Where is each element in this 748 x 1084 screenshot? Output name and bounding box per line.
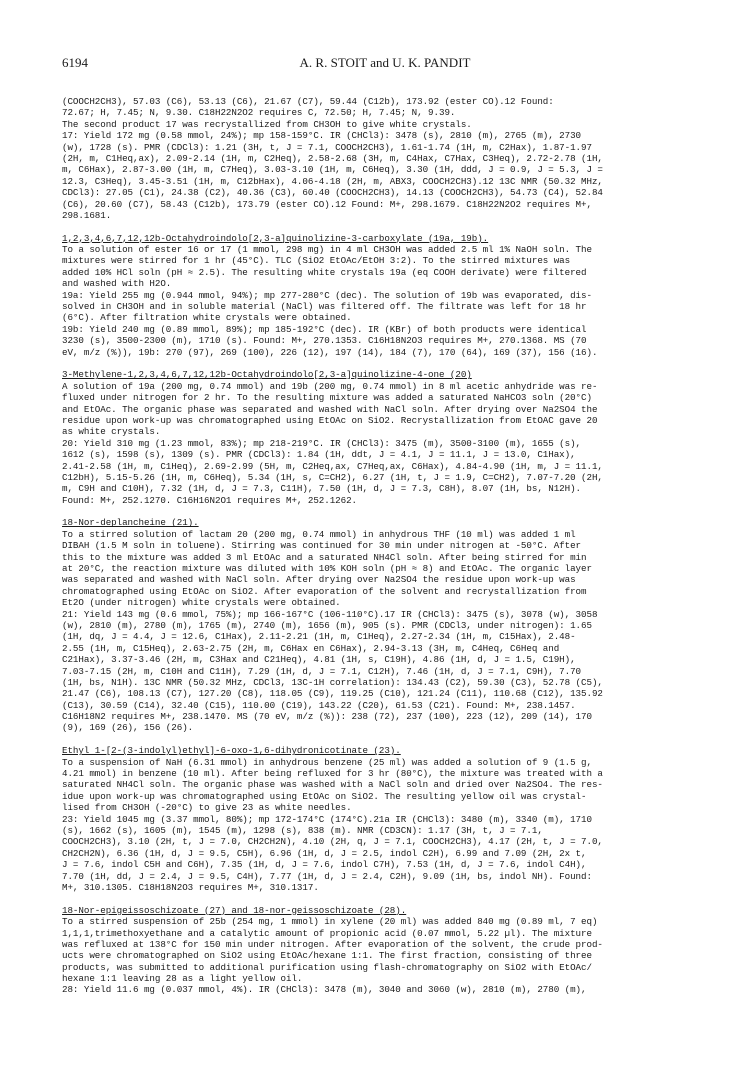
section-gap [62, 358, 712, 369]
text-line: (C6), 20.60 (C7), 58.43 (C12b), 173.79 (ester CO).12 Found: M+, 298.1679. C18H22N2O2 requires M+, [62, 198, 592, 210]
text-line: chromatographed using EtOAc on SiO2. After evaporation of the solvent and recrystallization from [62, 585, 587, 597]
text-line: 7.03-7.15 (2H, m, C10H and C11H), 7.29 (1H, d, J = 7.1, C12H), 7.46 (1H, d, J = 7.1, C9H), 7.70 [62, 665, 582, 677]
text-line: 298.1681. [62, 209, 112, 221]
text-line: this to the mixture was added 3 ml EtOAc and a saturated NH4Cl soln. After being stirred for min [62, 551, 587, 563]
section-heading: 3-Methylene-1,2,3,4,6,7,12,12b-Octahydroindolo[2,3-a]quinolizine-4-one (20) [62, 369, 472, 381]
section-gap [62, 893, 712, 904]
page-number: 6194 [62, 55, 88, 70]
running-head-authors: A. R. STOIT and U. K. PANDIT [299, 55, 471, 70]
section-heading: 18-Nor-epigeissoschizoate (27) and 18-nor-geissoschizoate (28). [62, 904, 407, 916]
text-line: (6°C). After filtration white crystals were obtained. [62, 312, 352, 324]
text-line: mixtures were stirred for 1 hr (45°C). TLC (SiO2 EtOAc/EtOH 3:2). To the stirred mixtures was [62, 255, 571, 267]
text-line: 2.55 (1H, m, C15Heq), 2.63-2.75 (2H, m, C6Hax en C6Hax), 2.94-3.13 (3H, m, C4Heq, C6Heq and [62, 642, 560, 654]
text-line: lised from CH3OH (-20°C) to give 23 as white needles. [62, 802, 352, 814]
text-line: COOCH2CH3), 3.10 (2H, t, J = 7.0, CH2CH2N), 4.10 (2H, q, J = 7.1, COOCH2CH3), 4.17 (2H, t, J = 7.0, [62, 836, 603, 848]
text-line: ucts were chromatographed on SiO2 using EtOAc/hexane 1:1. The first fraction, consisting of three [62, 950, 592, 962]
text-line: 17: Yield 172 mg (0.58 mmol, 24%); mp 158-159°C. IR (CHCl3): 3478 (s), 2810 (m), 2765 (m), 2730 [62, 130, 582, 142]
section-heading: Ethyl 1-[2-(3-indolyl)ethyl]-6-oxo-1,6-dihydronicotinate (23). [62, 745, 401, 757]
text-line: hexane 1:1 leaving 28 as a light yellow oil. [62, 973, 303, 985]
text-line: 1612 (s), 1598 (s), 1309 (s). PMR (CDCl3): 1.84 (1H, ddt, J = 4.1, J = 11.1, J = 13.0, C1Hax), [62, 449, 576, 461]
section-gap [62, 221, 712, 232]
text-line: 21.47 (C6), 108.13 (C7), 127.20 (C8), 118.05 (C9), 119.25 (C10), 121.24 (C11), 110.68 (C12), 135.92 [62, 688, 603, 700]
text-line: 72.67; H, 7.45; N, 9.30. C18H22N2O2 requires C, 72.50; H, 7.45; N, 9.39. [62, 107, 456, 119]
text-line: The second product 17 was recrystallized from CH3OH to give white crystals. [62, 118, 472, 130]
text-line: C12bH), 5.15-5.26 (1H, m, C6Heq), 5.34 (1H, s, C=CH2), 6.27 (1H, t, J = 1.9, C=CH2), 7.07-7.20 (2H, [62, 471, 603, 483]
text-line: (COOCH2CH3), 57.03 (C6), 53.13 (C6), 21.67 (C7), 59.44 (C12b), 173.92 (ester CO).12 Found: [62, 96, 554, 107]
text-line: (w), 2810 (m), 2780 (m), 1765 (m), 2740 (m), 1656 (m), 905 (s). PMR (CDCl3, under nitrogen): 1.65 [62, 619, 592, 631]
section-gap [62, 734, 712, 745]
running-header [62, 55, 708, 71]
text-line: (1H, bs, N1H). 13C NMR (50.32 MHz, CDCl3, 13C-1H correlation): 134.43 (C2), 59.30 (C3), 52.78 (C5), [62, 676, 603, 688]
text-line: products, was submitted to additional purification using flash-chromatography on SiO2 with EtOAc/ [62, 961, 592, 973]
text-line: C21Hax), 3.37-3.46 (2H, m, C3Hax and C21Heq), 4.81 (1H, s, C19H), 4.86 (1H, d, J = 1.5, C19H), [62, 654, 576, 666]
text-line: 2.41-2.58 (1H, m, C1Heq), 2.69-2.99 (5H, m, C2Heq,ax, C7Heq,ax, C6Hax), 4.84-4.90 (1H, m, J = 11.1, [62, 460, 603, 472]
text-line: 23: Yield 1045 mg (3.37 mmol, 80%); mp 172-174°C (174°C).21a IR (CHCl3): 3480 (m), 3340 (m), 1710 [62, 813, 592, 825]
text-line: A solution of 19a (200 mg, 0.74 mmol) and 19b (200 mg, 0.74 mmol) in 8 ml acetic anhydride was re- [62, 380, 598, 392]
text-line: and EtOAc. The organic phase was separated and washed with NaCl soln. After drying over Na2SO4 the [62, 403, 598, 415]
text-line: To a stirred solution of lactam 20 (200 mg, 0.74 mmol) in anhydrous THF (10 ml) was added 1 ml [62, 528, 576, 540]
text-line: eV, m/z (%)), 19b: 270 (97), 269 (100), 226 (12), 197 (14), 184 (7), 170 (64), 169 (37), 156 (16). [62, 346, 598, 358]
text-line: (9), 169 (26), 156 (26). [62, 722, 194, 734]
text-line: 19a: Yield 255 mg (0.944 mmol, 94%); mp 277-280°C (dec). The solution of 19b was evaporated, dis- [62, 289, 592, 301]
text-line: and washed with H2O. [62, 278, 172, 290]
text-line: as white crystals. [62, 426, 161, 438]
text-line: To a suspension of NaH (6.31 mmol) in anhydrous benzene (25 ml) was added a solution of 9 (1.5 g, [62, 756, 592, 768]
text-line: To a stirred suspension of 25b (254 mg, 1 mmol) in xylene (20 ml) was added 840 mg (0.89 ml, 7 eq) [62, 916, 598, 928]
text-line: CDCl3): 27.05 (C1), 24.38 (C2), 40.36 (C3), 60.40 (COOCH2CH3), 14.13 (COOCH2CH3), 54.73 (C4), 52.84 [62, 187, 603, 199]
text-line: (s), 1662 (s), 1605 (m), 1545 (m), 1298 (s), 838 (m). NMR (CD3CN): 1.17 (3H, t, J = 7.1, [62, 825, 543, 836]
text-line: CH2CH2N), 6.36 (1H, d, J = 9.5, C5H), 6.96 (1H, d, J = 2.5, indol C2H), 6.99 and 7.09 (2H, 2x t, [62, 847, 587, 859]
text-line: 4.21 mmol) in benzene (10 ml). After being refluxed for 3 hr (80°C), the mixture was treated with a [62, 768, 603, 780]
text-line: Found: M+, 252.1270. C16H16N2O1 requires M+, 252.1262. [62, 494, 358, 506]
text-line: 7.70 (1H, dd, J = 2.4, J = 9.5, C4H), 7.77 (1H, d, J = 2.4, C2H), 9.09 (1H, bs, indol NH). Found: [62, 870, 592, 882]
text-line: m, C9H and C10H), 7.32 (1H, d, J = 7.3, C11H), 7.50 (1H, d, J = 7.3, C8H), 8.07 (1H, bs, N12H). [62, 483, 582, 495]
text-line: 20: Yield 310 mg (1.23 mmol, 83%); mp 218-219°C. IR (CHCl3): 3475 (m), 3500-3100 (m), 1655 (s), [62, 437, 582, 449]
text-line: at 20°C, the reaction mixture was diluted with 10% KOH soln (pH ≈ 8) and EtOAc. The organic layer [62, 563, 592, 575]
text-line: 3230 (s), 3500-2300 (m), 1710 (s). Found: M+, 270.1353. C16H18N2O3 requires M+, 270.1368. MS (70 [62, 335, 587, 347]
section-heading: 18-Nor-deplancheine (21). [62, 517, 199, 529]
text-line: 12.3, C3Heq), 3.45-3.51 (1H, m, C12bHax), 4.06-4.18 (2H, m, ABX3, COOCH2CH3).12 13C NMR (50.32 MHz, [62, 175, 603, 187]
text-line: fluxed under nitrogen for 2 hr. To the resulting mixture was added a saturated NaHCO3 soln (20°C) [62, 392, 592, 404]
text-line: (w), 1728 (s). PMR (CDCl3): 1.21 (3H, t, J = 7.1, COOCH2CH3), 1.61-1.74 (1H, m, C2Hax), 1.87-1.97 [62, 141, 592, 153]
text-line: Et2O (under nitrogen) white crystals were obtained. [62, 597, 341, 609]
section-gap [62, 506, 712, 517]
text-line: 28: Yield 11.6 mg (0.037 mmol, 4%). IR (CHCl3): 3478 (m), 3040 and 3060 (w), 2810 (m), 2780 (m), [62, 984, 587, 996]
text-line: saturated NH4Cl soln. The organic phase was washed with a NaCl soln and dried over Na2SO4. The res- [62, 779, 603, 791]
section-heading: 1,2,3,4,6,7,12,12b-Octahydroindolo[2,3-a]quinolizine-3-carboxylate (19a, 19b). [62, 232, 489, 244]
text-line: To a solution of ester 16 or 17 (1 mmol, 298 mg) in 4 ml CH3OH was added 2.5 ml 1% NaOH soln. The [62, 244, 592, 256]
text-line: added 10% HCl soln (pH ≈ 2.5). The resulting white crystals 19a (eq COOH derivate) were filtered [62, 266, 587, 278]
text-line: idue upon work-up was chromatographed using EtOAc on SiO2. The resulting yellow oil was crystal- [62, 790, 587, 802]
text-line: 1,1,1,trimethoxyethane and a catalytic amount of propionic acid (0.07 mmol, 5.22 µl). The mixture [62, 927, 592, 939]
text-line: was refluxed at 138°C for 150 min under nitrogen. After evaporation of the solvent, the crude prod- [62, 938, 603, 950]
text-line: was separated and washed with NaCl soln. After drying over Na2SO4 the residue upon work-up was [62, 574, 576, 586]
text-line: J = 7.6, indol C5H and C6H), 7.35 (1H, d, J = 7.6, indol C7H), 7.53 (1H, d, J = 7.6, indol C4H), [62, 859, 587, 871]
text-line: (C13), 30.59 (C14), 32.40 (C15), 110.00 (C19), 143.22 (C20), 61.53 (C21). Found: M+, 238.1457. [62, 699, 576, 711]
text-line: 19b: Yield 240 mg (0.89 mmol, 89%); mp 185-192°C (dec). IR (KBr) of both products were identical [62, 323, 587, 335]
text-line: 21: Yield 143 mg (0.6 mmol, 75%); mp 166-167°C (106-110°C).17 IR (CHCl3): 3475 (s), 3078 (w), 3058 [62, 608, 598, 620]
text-line: (1H, dq, J = 4.4, J = 12.6, C1Hax), 2.11-2.21 (1H, m, C1Heq), 2.27-2.34 (1H, m, C15Hax), 2.48- [62, 631, 576, 643]
text-line: m, C6Hax), 2.87-3.00 (1H, m, C7Heq), 3.03-3.10 (1H, m, C6Heq), 3.30 (1H, ddd, J = 0.9, J = 5.3, J = [62, 164, 603, 176]
text-line: DIBAH (1.5 M soln in toluene). Stirring was continued for 30 min under nitrogen at -50°C. After [62, 540, 582, 552]
text-line: M+, 310.1305. C18H18N2O3 requires M+, 310.1317. [62, 881, 319, 893]
text-line: C16H18N2 requires M+, 238.1470. MS (70 eV, m/z (%)): 238 (72), 237 (100), 223 (12), 209 (14), 170 [62, 711, 592, 723]
text-line: residue upon work-up was chromatographed using EtOAc on SiO2. Recrystallization from EtOAC gave 20 [62, 414, 598, 426]
text-line: (2H, m, C1Heq,ax), 2.09-2.14 (1H, m, C2Heq), 2.58-2.68 (3H, m, C4Hax, C7Hax, C3Heq), 2.72-2.78 (1H, [62, 152, 603, 164]
text-line: solved in CH3OH and in soluble material (NaCl) was filtered off. The filtrate was left for 18 hr [62, 301, 587, 313]
experimental-text [62, 96, 712, 996]
